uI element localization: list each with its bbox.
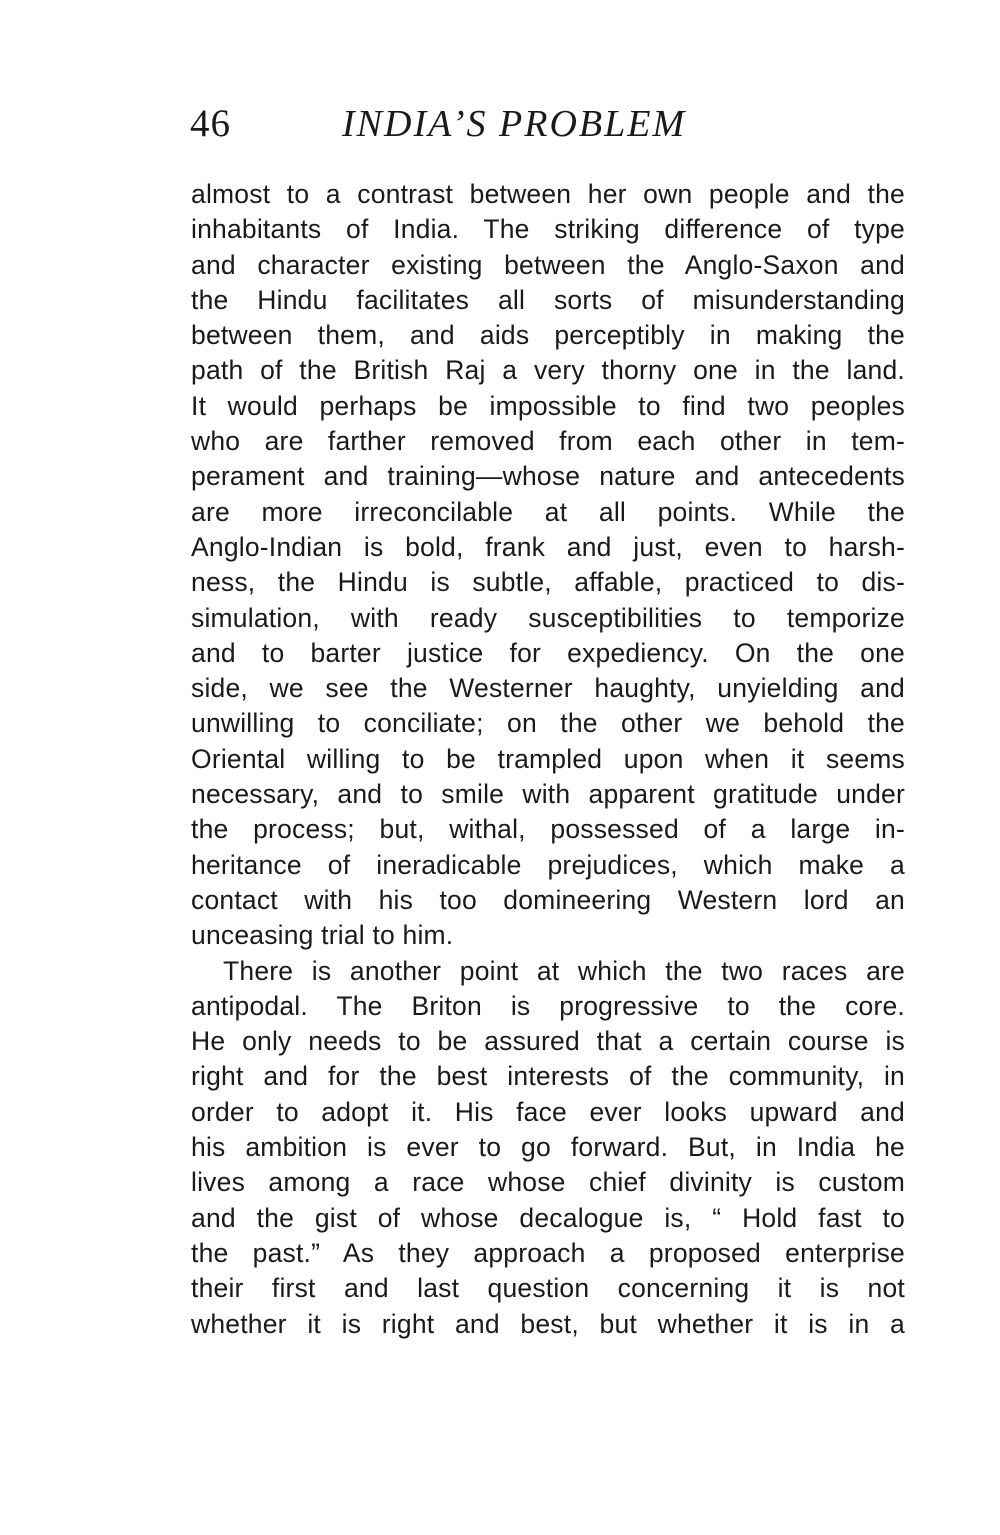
- text-line: Anglo-Indian is bold, frank and just, even to harsh-: [191, 531, 905, 562]
- text-line: path of the British Raj a very thorny one in the land.: [191, 355, 905, 386]
- text-line: their first and last question concerning it is not: [191, 1273, 905, 1304]
- text-line: heritance of ineradicable prejudices, which make a: [191, 849, 905, 880]
- text-line: antipodal. The Briton is progressive to the core.: [191, 990, 905, 1021]
- paragraph-1: [191, 177, 905, 954]
- text-line: side, we see the Westerner haughty, unyielding and: [191, 673, 905, 704]
- text-line: the process; but, withal, possessed of a large in-: [191, 814, 905, 845]
- text-line: perament and training—whose nature and antecedents: [191, 461, 905, 492]
- text-line: lives among a race whose chief divinity is custom: [191, 1167, 905, 1198]
- text-line: right and for the best interests of the community, in: [191, 1061, 905, 1092]
- text-line: whether it is right and best, but whether it is in a: [191, 1308, 905, 1339]
- text-line: It would perhaps be impossible to find two peoples: [191, 390, 905, 421]
- text-line: order to adopt it. His face ever looks upward and: [191, 1096, 905, 1127]
- text-line: Oriental willing to be trampled upon when it seems: [191, 743, 905, 774]
- text-line: unceasing trial to him.: [191, 920, 454, 951]
- running-head: [190, 96, 910, 156]
- text-line: are more irreconcilable at all points. While the: [191, 496, 905, 527]
- text-line: inhabitants of India. The striking difference of type: [191, 214, 905, 245]
- text-line: contact with his too domineering Western lord an: [191, 884, 905, 915]
- text-line: and character existing between the Anglo-Saxon and: [191, 249, 905, 280]
- running-title: INDIA’S PROBLEM: [342, 103, 687, 145]
- text-line: the past.” As they approach a proposed enterprise: [191, 1237, 905, 1268]
- text-line: necessary, and to smile with apparent gratitude under: [191, 779, 905, 810]
- text-line: simulation, with ready susceptibilities to temporize: [191, 602, 905, 633]
- body-text: [191, 177, 905, 1342]
- text-line: unwilling to conciliate; on the other we behold the: [191, 708, 905, 739]
- text-line: almost to a contrast between her own people and the: [191, 179, 905, 209]
- text-line: He only needs to be assured that a certain course is: [191, 1026, 905, 1057]
- page-number: 46: [190, 102, 231, 145]
- text-line: his ambition is ever to go forward. But, in India he: [191, 1132, 905, 1163]
- text-line: ness, the Hindu is subtle, affable, practiced to dis-: [191, 567, 905, 598]
- text-line: and the gist of whose decalogue is, “ Hold fast to: [191, 1202, 905, 1233]
- text-line: between them, and aids perceptibly in making the: [191, 320, 905, 351]
- text-line: the Hindu facilitates all sorts of misunderstanding: [191, 284, 905, 315]
- text-line: who are farther removed from each other in tem-: [191, 426, 905, 457]
- text-line: and to barter justice for expediency. On the one: [191, 637, 905, 668]
- text-line: There is another point at which the two races are: [223, 955, 905, 986]
- paragraph-2: [191, 954, 905, 1342]
